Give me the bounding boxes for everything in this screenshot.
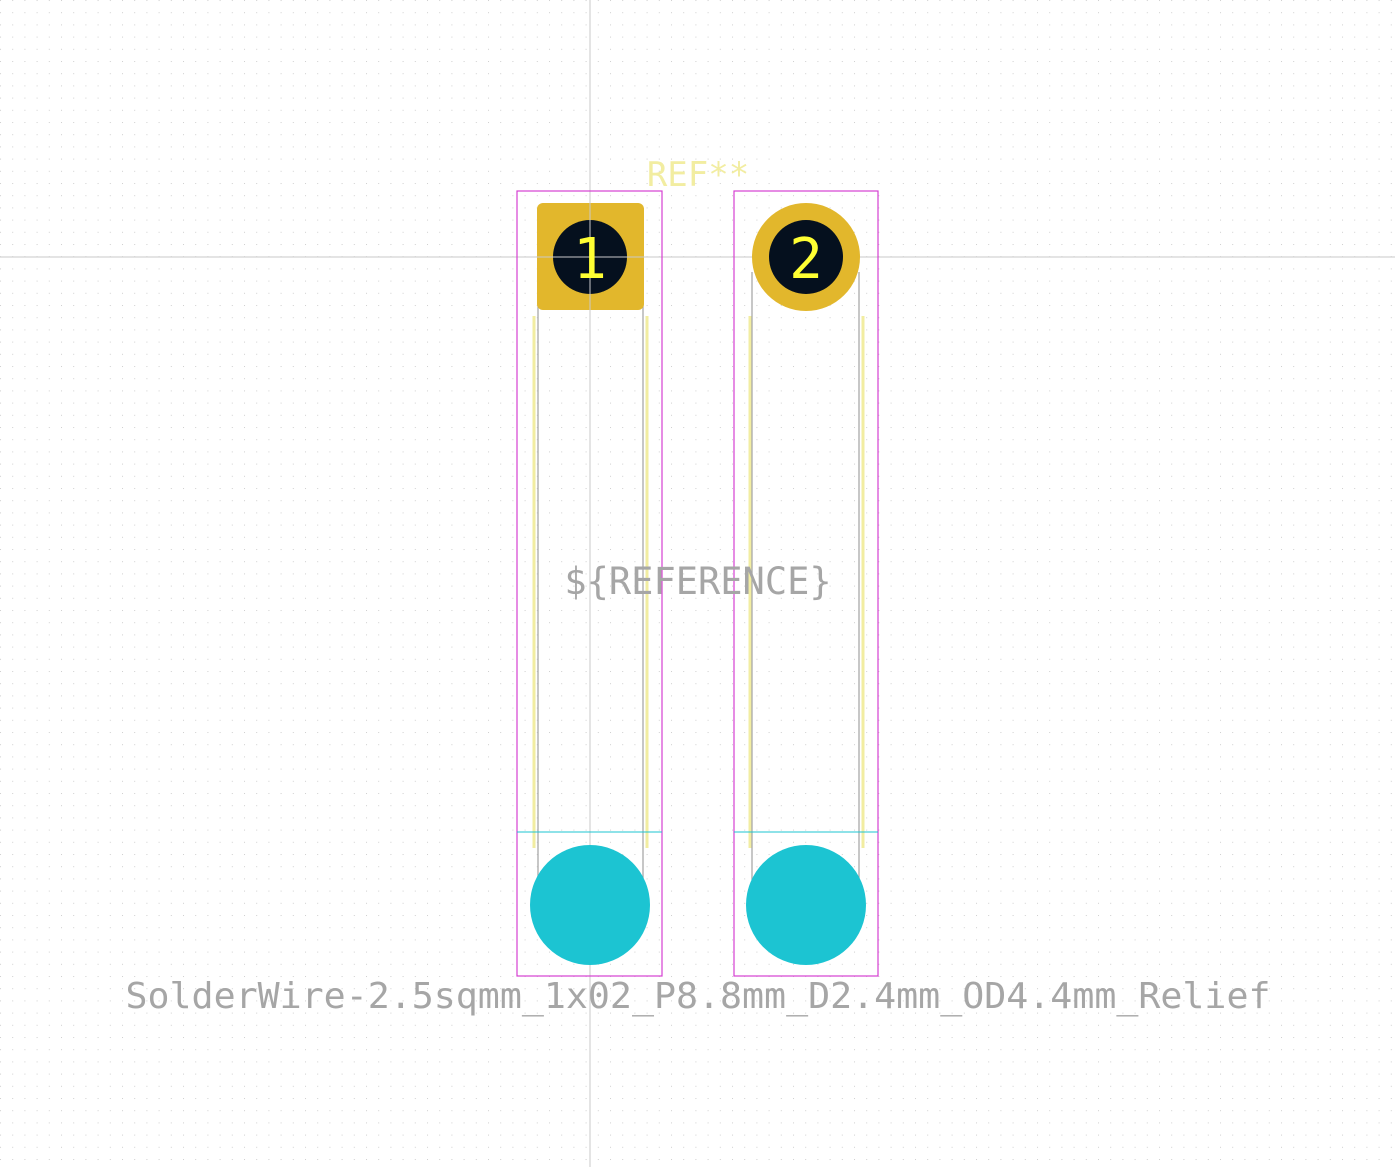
- pad-1[interactable]: [537, 203, 644, 310]
- relief-pad-2[interactable]: [746, 845, 866, 965]
- footprint-value-text[interactable]: SolderWire-2.5sqmm_1x02_P8.8mm_D2.4mm_OD4.4mm_Relief: [125, 976, 1271, 1017]
- reference-designator[interactable]: REF**: [646, 155, 750, 195]
- pad-1-number: 1: [573, 227, 607, 292]
- pad-2[interactable]: [752, 203, 860, 311]
- pad-2-number: 2: [789, 227, 823, 292]
- reference-field-text[interactable]: ${REFERENCE}: [564, 560, 832, 603]
- relief-pad-1[interactable]: [530, 845, 650, 965]
